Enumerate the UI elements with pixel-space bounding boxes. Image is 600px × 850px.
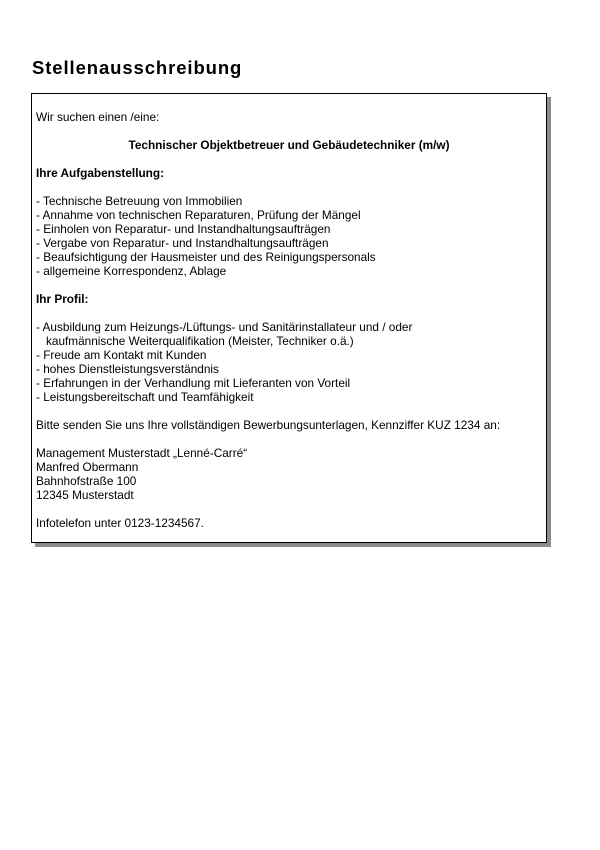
list-item: - Leistungsbereitschaft und Teamfähigkeit <box>36 390 254 404</box>
contact-address <box>36 446 542 502</box>
list-item: - Einholen von Reparatur- und Instandhaltungsaufträgen <box>36 222 331 236</box>
list-item: - Vergabe von Reparatur- und Instandhaltungsaufträgen <box>36 236 329 250</box>
job-title: Technischer Objektbetreuer und Gebäudetechniker (m/w) <box>128 138 450 152</box>
list-item: - Beaufsichtigung der Hausmeister und des Reinigungspersonals <box>36 250 376 264</box>
tasks-list <box>36 194 542 278</box>
contact-street: Bahnhofstraße 100 <box>36 474 137 488</box>
list-item <box>36 320 542 348</box>
contact-person: Manfred Obermann <box>36 460 139 474</box>
list-item: - allgemeine Korrespondenz, Ablage <box>36 264 227 278</box>
page-title: Stellenausschreibung <box>32 57 243 78</box>
list-item: - Technische Betreuung von Immobilien <box>36 194 243 208</box>
list-item: - Annahme von technischen Reparaturen, Prüfung der Mängel <box>36 208 361 222</box>
list-item-continuation: kaufmännische Weiterqualifikation (Meister, Techniker o.ä.) <box>46 334 354 348</box>
tasks-heading: Ihre Aufgabenstellung: <box>36 166 165 180</box>
contact-city: 12345 Musterstadt <box>36 488 134 502</box>
list-item: - hohes Dienstleistungsverständnis <box>36 362 219 376</box>
profile-list <box>36 320 542 404</box>
application-request: Bitte senden Sie uns Ihre vollständigen Bewerbungsunterlagen, Kennziffer KUZ 1234 an: <box>36 418 501 432</box>
profile-heading: Ihr Profil: <box>36 292 89 306</box>
intro-text: Wir suchen einen /eine: <box>36 110 160 124</box>
job-ad-box <box>31 93 547 543</box>
phone-info: Infotelefon unter 0123-1234567. <box>36 516 204 530</box>
list-item: - Erfahrungen in der Verhandlung mit Lieferanten von Vorteil <box>36 376 351 390</box>
list-item: - Freude am Kontakt mit Kunden <box>36 348 207 362</box>
list-item-line: - Ausbildung zum Heizungs-/Lüftungs- und Sanitärinstallateur und / oder <box>36 320 413 334</box>
contact-company: Management Musterstadt „Lenné-Carré“ <box>36 446 248 460</box>
